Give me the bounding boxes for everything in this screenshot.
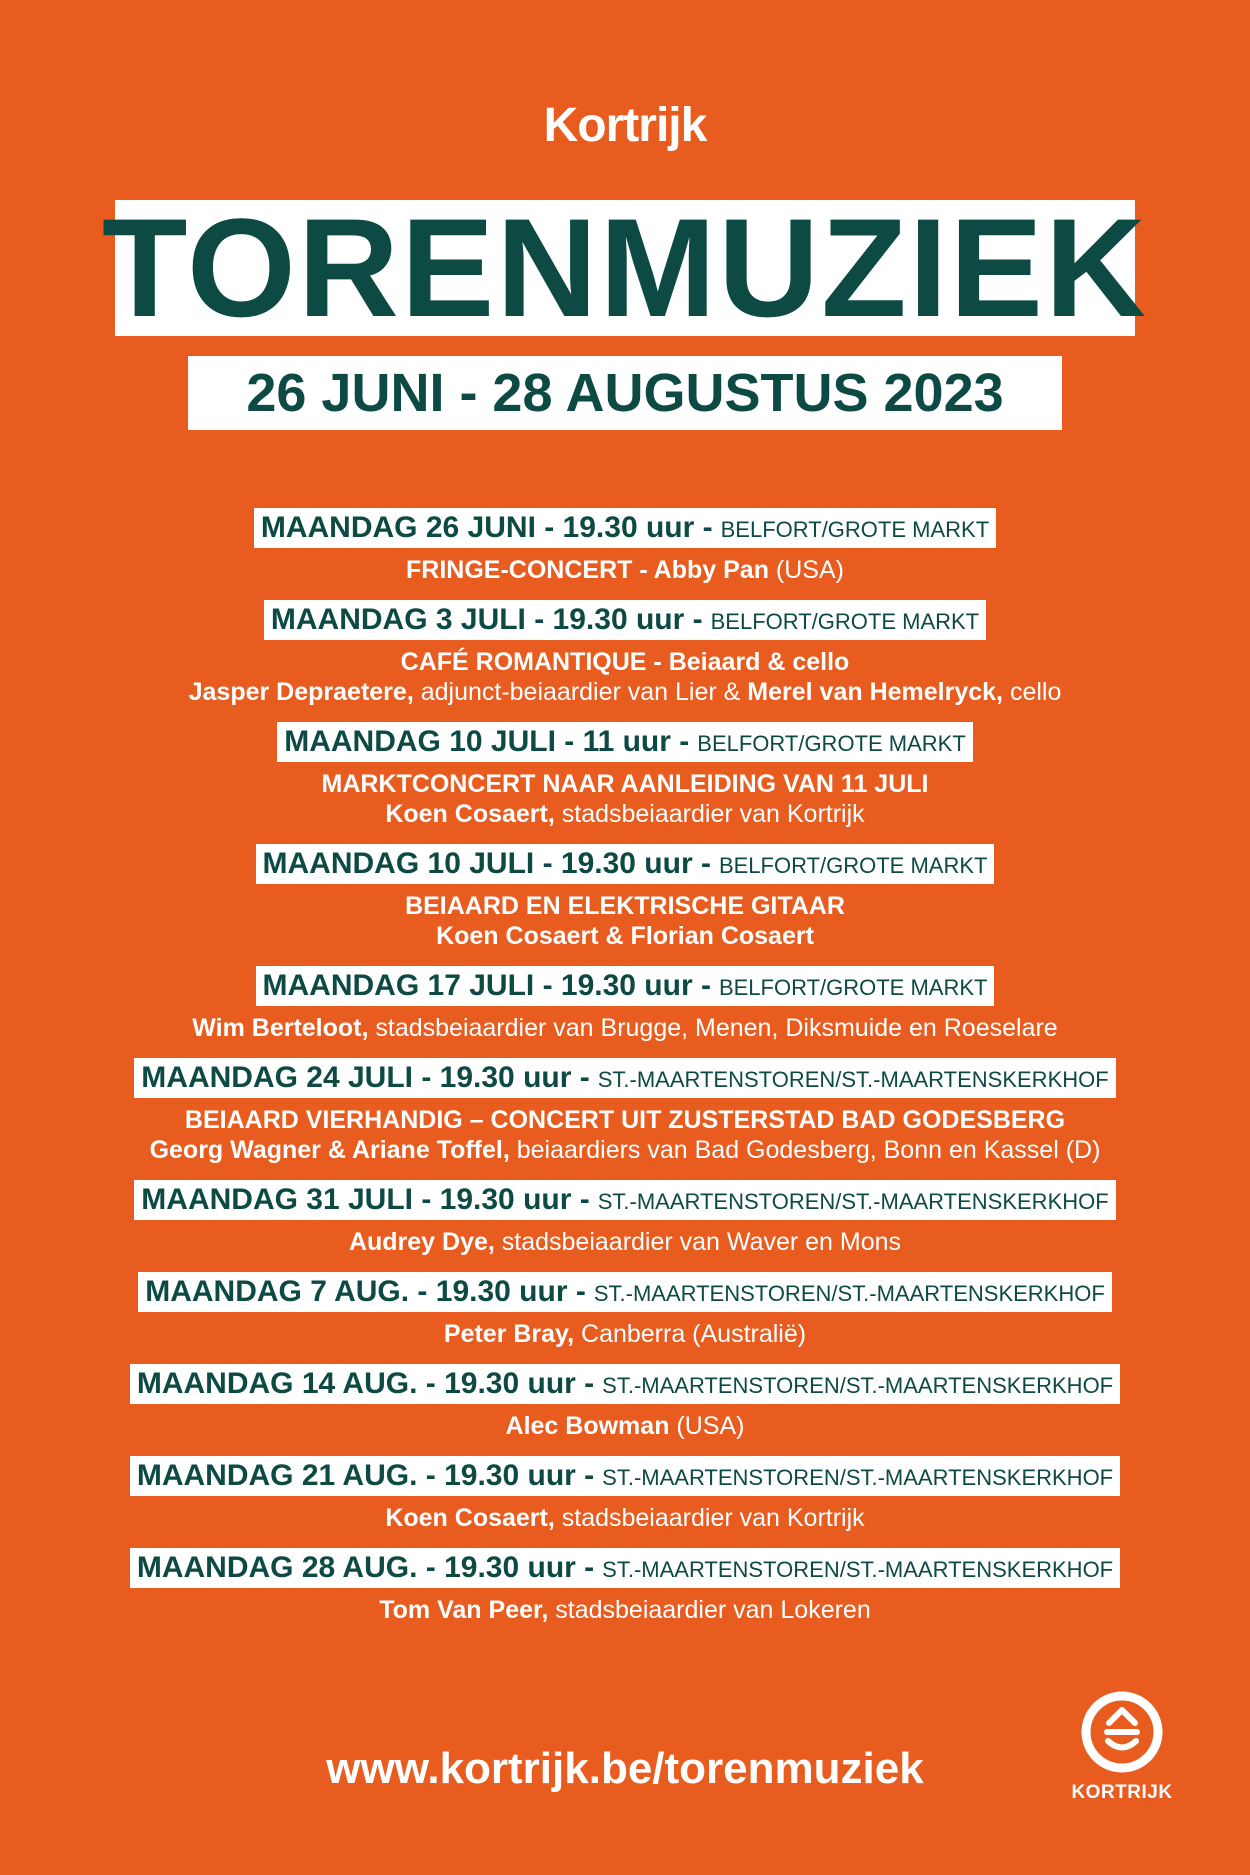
event-location: BELFORT/GROTE MARKT [710,609,980,634]
event-item [0,1180,1250,1272]
performer-detail: stadsbeiaardier van Kortrijk [554,1504,865,1532]
event-detail-line [506,1411,745,1441]
event-location: ST.-MAARTENSTOREN/ST.-MAARTENSKERKHOF [593,1281,1105,1306]
event-date: MAANDAG 26 JUNI - 19.30 uur - [260,511,713,544]
event-location: BELFORT/GROTE MARKT [697,731,966,756]
event-date-bar [277,722,973,762]
event-detail-line [322,799,929,829]
event-detail-line [322,769,929,799]
event-date: MAANDAG 10 JULI - 11 uur - [284,725,690,758]
event-date: MAANDAG 21 AUG. - 19.30 uur - [136,1459,595,1492]
event-location: ST.-MAARTENSTOREN/ST.-MAARTENSKERKHOF [597,1189,1109,1214]
performer-name: Alec Bowman [505,1412,670,1440]
event-date: MAANDAG 7 AUG. - 19.30 uur - [145,1275,586,1308]
event-location: BELFORT/GROTE MARKT [720,517,990,542]
event-date-bar [130,1456,1120,1496]
event-date-bar [130,1364,1120,1404]
event-detail-line [379,1595,871,1625]
event-date: MAANDAG 31 JULI - 19.30 uur - [141,1183,590,1216]
event-location: ST.-MAARTENSTOREN/ST.-MAARTENSKERKHOF [597,1067,1109,1092]
event-details [444,1319,806,1349]
event-item [0,508,1250,600]
performer-name: Wim Berteloot, [192,1014,369,1042]
event-detail-line [189,647,1062,677]
event-details [405,891,845,951]
event-date-bar [134,1058,1115,1098]
performer-name: BEIAARD EN ELEKTRISCHE GITAAR [405,892,845,920]
event-item [0,1548,1250,1640]
event-item [0,966,1250,1058]
event-detail-line [189,677,1062,707]
event-date-bar [264,600,986,640]
event-details [379,1595,871,1625]
event-detail-line [192,1013,1057,1043]
performer-name: Georg Wagner & Ariane Toffel, [149,1136,510,1164]
page-title: TORENMUZIEK [101,189,1149,346]
event-item [0,844,1250,966]
performer-name: CAFÉ ROMANTIQUE - Beiaard & cello [400,648,850,676]
performer-name: BEIAARD VIERHANDIG – CONCERT UIT ZUSTERSTAD BAD GODESBERG [184,1106,1066,1134]
performer-name: Koen Cosaert, [385,800,555,828]
event-date-bar [138,1272,1112,1312]
event-date: MAANDAG 17 JULI - 19.30 uur - [262,969,711,1002]
event-details [349,1227,901,1257]
kortrijk-logo [1071,1690,1173,1804]
event-detail-line [150,1105,1101,1135]
dates-panel [188,356,1062,430]
event-details [322,769,929,829]
event-date-bar [256,966,995,1006]
event-location: ST.-MAARTENSTOREN/ST.-MAARTENSKERKHOF [602,1557,1114,1582]
performer-detail: stadsbeiaardier van Waver en Mons [494,1228,902,1256]
event-date-bar [130,1548,1120,1588]
performer-detail: stadsbeiaardier van Kortrijk [554,800,865,828]
performer-name: Koen Cosaert & Florian Cosaert [436,922,814,950]
performer-detail: adjunct-beiaardier van Lier & [413,678,748,706]
event-item [0,1456,1250,1548]
event-details [189,647,1062,707]
event-date-bar [254,508,996,548]
event-date: MAANDAG 3 JULI - 19.30 uur - [270,603,703,636]
event-date: MAANDAG 24 JULI - 19.30 uur - [141,1061,590,1094]
event-details [406,555,844,585]
brand-name: Kortrijk [543,99,707,152]
event-item [0,1272,1250,1364]
performer-name: Peter Bray, [443,1320,575,1348]
event-detail-line [405,921,845,951]
performer-detail: (USA) [768,556,844,584]
kortrijk-logo-icon [1080,1690,1164,1774]
event-location: ST.-MAARTENSTOREN/ST.-MAARTENSKERKHOF [602,1373,1114,1398]
concert-schedule [0,508,1250,1640]
event-date-bar [256,844,995,884]
performer-name: Tom Van Peer, [379,1596,549,1624]
event-details [506,1411,745,1441]
performer-name: Jasper Depraetere, [188,678,414,706]
event-location: BELFORT/GROTE MARKT [718,853,988,878]
event-date: MAANDAG 14 AUG. - 19.30 uur - [136,1367,595,1400]
performer-detail: (USA) [669,1412,745,1440]
event-location: BELFORT/GROTE MARKT [718,975,988,1000]
event-detail-line [406,555,844,585]
event-detail-line [349,1227,901,1257]
event-details [150,1105,1101,1165]
performer-detail: Canberra (Australië) [574,1320,807,1348]
performer-name: Merel van Hemelryck, [747,678,1003,706]
event-detail-line [405,891,845,921]
performer-name: Audrey Dye, [348,1228,495,1256]
event-location: ST.-MAARTENSTOREN/ST.-MAARTENSKERKHOF [602,1465,1114,1490]
event-date-bar [134,1180,1115,1220]
event-item [0,600,1250,722]
performer-detail: beiaardiers van Bad Godesberg, Bonn en Kassel (D) [509,1136,1101,1164]
event-detail-line [385,1503,864,1533]
logo-text: KORTRIJK [1071,1782,1173,1803]
event-item [0,722,1250,844]
performer-detail: cello [1003,678,1062,706]
performer-name: Koen Cosaert, [385,1504,555,1532]
event-details [385,1503,864,1533]
event-date: MAANDAG 10 JULI - 19.30 uur - [262,847,711,880]
performer-detail: stadsbeiaardier van Brugge, Menen, Diksmuide en Roeselare [368,1014,1058,1042]
event-details [192,1013,1057,1043]
event-item [0,1364,1250,1456]
event-item [0,1058,1250,1180]
performer-name: FRINGE-CONCERT - Abby Pan [406,556,769,584]
event-detail-line [150,1135,1101,1165]
event-date: MAANDAG 28 AUG. - 19.30 uur - [136,1551,595,1584]
performer-name: MARKTCONCERT NAAR AANLEIDING VAN 11 JULI [321,770,929,798]
event-detail-line [444,1319,806,1349]
performer-detail: stadsbeiaardier van Lokeren [548,1596,871,1624]
title-panel [101,189,1149,346]
festival-dates: 26 JUNI - 28 AUGUSTUS 2023 [246,363,1004,423]
website-link[interactable]: www.kortrijk.be/torenmuziek [326,1744,924,1793]
